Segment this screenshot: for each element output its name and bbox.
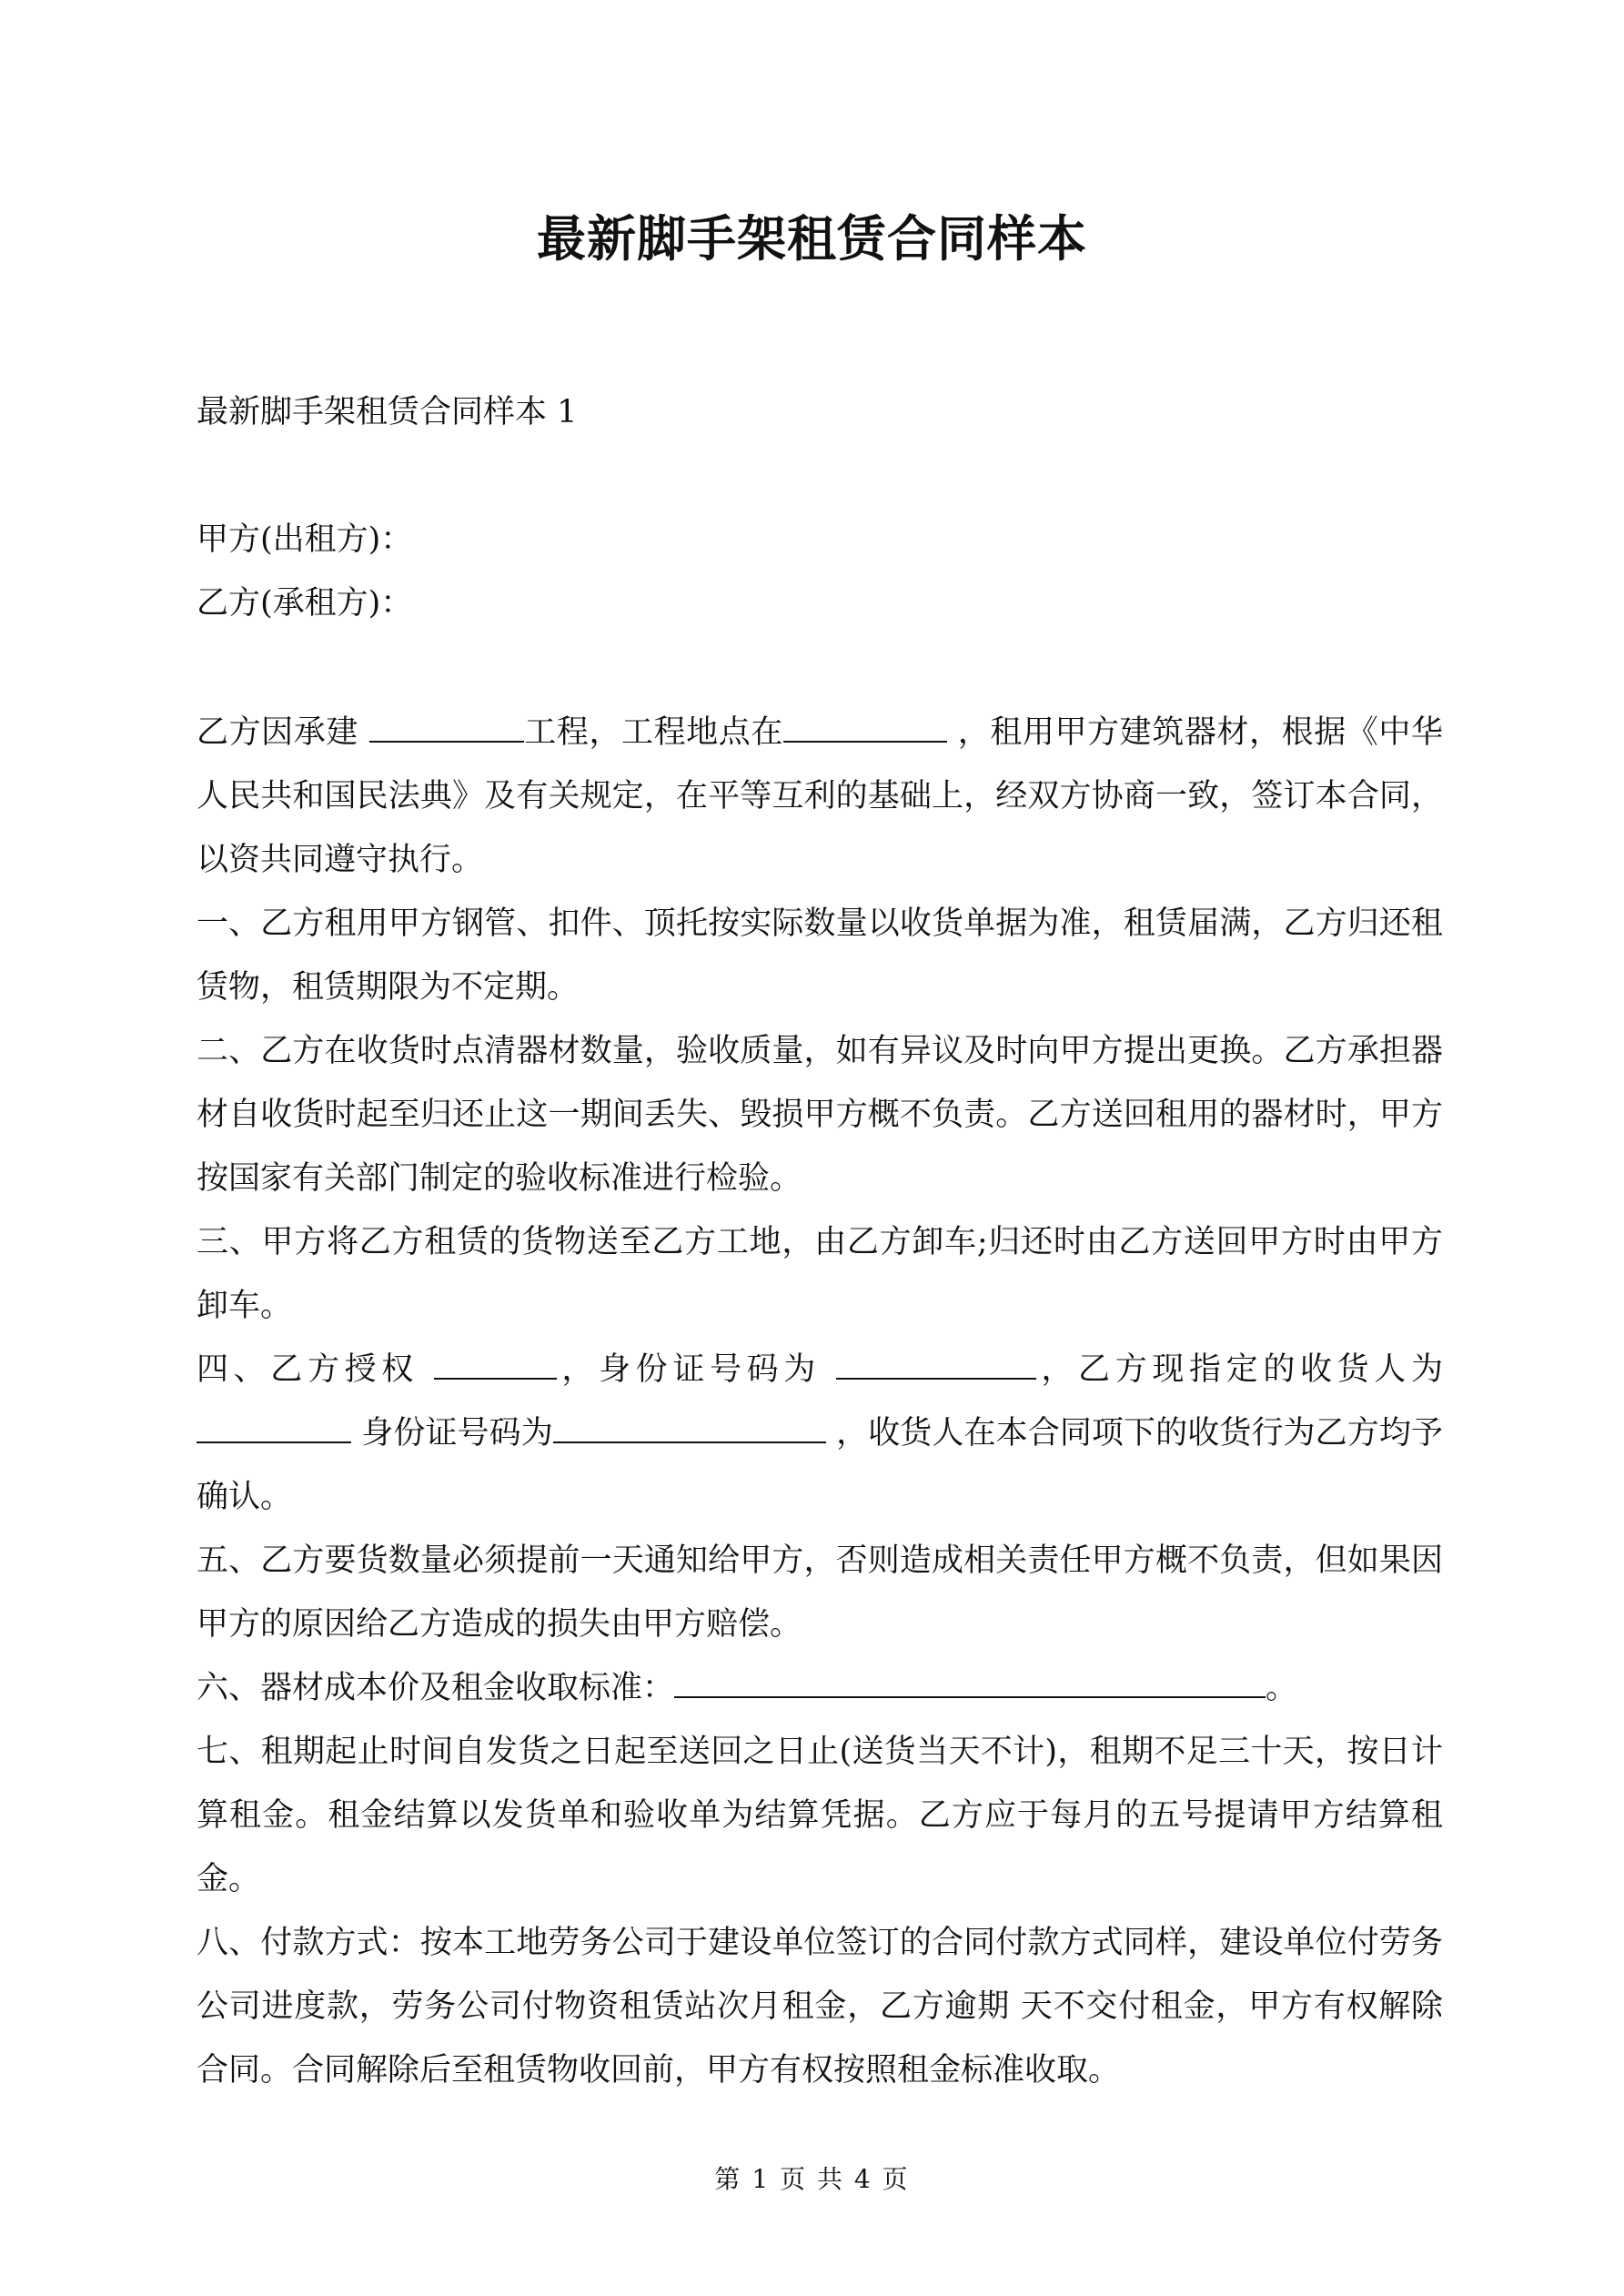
clause-6 [197, 1656, 1443, 1720]
authorized-person-blank [434, 1350, 557, 1380]
contract-body [197, 701, 1443, 2102]
clause-4-text-1: 四、乙方授权 [197, 1351, 434, 1388]
authorized-id-blank [836, 1350, 1036, 1380]
project-name-blank [369, 713, 524, 743]
clause-4-text-5: ，收货人在本合同项下的收货行为乙方均予确认。 [197, 1415, 1443, 1515]
receiver-id-blank [553, 1414, 826, 1443]
document-subtitle: 最新脚手架租赁合同样本 1 [197, 394, 578, 430]
price-standard-blank [674, 1669, 1266, 1698]
clause-3: 三、甲方将乙方租赁的货物送至乙方工地，由乙方卸车;归还时由乙方送回甲方时由甲方卸车。 [197, 1224, 1443, 1324]
page-number: 第 1 页 共 4 页 [714, 2164, 910, 2194]
clause-8: 八、付款方式：按本工地劳务公司于建设单位签订的合同付款方式同样，建设单位付劳务公司进度款，劳务公司付物资租赁站次月租金，乙方逾期 天不交付租金，甲方有权解除合同。合同解除后至租赁物收回前，甲方有权按照租金标准收取。 [197, 1925, 1443, 2089]
party-b-line: 乙方(承租方)： [197, 585, 413, 622]
clause-2: 二、乙方在收货时点清器材数量，验收质量，如有异议及时向甲方提出更换。乙方承担器材自收货时起至归还止这一期间丢失、毁损甲方概不负责。乙方送回租用的器材时，甲方按国家有关部门制定的验收标准进行检验。 [197, 1033, 1443, 1197]
clause-6-text-2: 。 [1266, 1670, 1298, 1706]
receiver-name-blank [197, 1414, 351, 1443]
clause-6-text-1: 六、器材成本价及租金收取标准： [197, 1670, 675, 1706]
intro-text-2: 工程，工程地点在 [523, 714, 783, 751]
clause-4-text-4: 身份证号码为 [351, 1415, 553, 1451]
intro-paragraph [197, 701, 1443, 892]
party-a-line: 甲方(出租方)： [197, 521, 413, 558]
clause-5: 五、乙方要货数量必须提前一天通知给甲方，否则造成相关责任甲方概不负责，但如果因甲方的原因给乙方造成的损失由甲方赔偿。 [197, 1542, 1443, 1643]
document-title: 最新脚手架租赁合同样本 [537, 209, 1087, 268]
clause-1: 一、乙方租用甲方钢管、扣件、顶托按实际数量以收货单据为准，租赁届满，乙方归还租赁物，租赁期限为不定期。 [197, 905, 1443, 1006]
project-location-blank [783, 713, 947, 743]
clause-7: 七、租期起止时间自发货之日起至送回之日止(送货当天不计)，租期不足三十天，按日计算租金。租金结算以发货单和验收单为结算凭据。乙方应于每月的五号提请甲方结算租金。 [197, 1734, 1443, 1897]
clause-4 [197, 1338, 1443, 1529]
clause-4-text-3: ，乙方现指定的收货人为 [1035, 1351, 1443, 1388]
clause-4-text-2: ，身份证号码为 [556, 1351, 836, 1388]
intro-text-3: ，租用甲方建筑器材，根据《中华人民共和国民法典》及有关规定，在平等互利的基础上，经双方协商一致，签订本合同，以资共同遵守执行。 [197, 714, 1443, 878]
intro-text-1: 乙方因承建 [197, 714, 369, 751]
